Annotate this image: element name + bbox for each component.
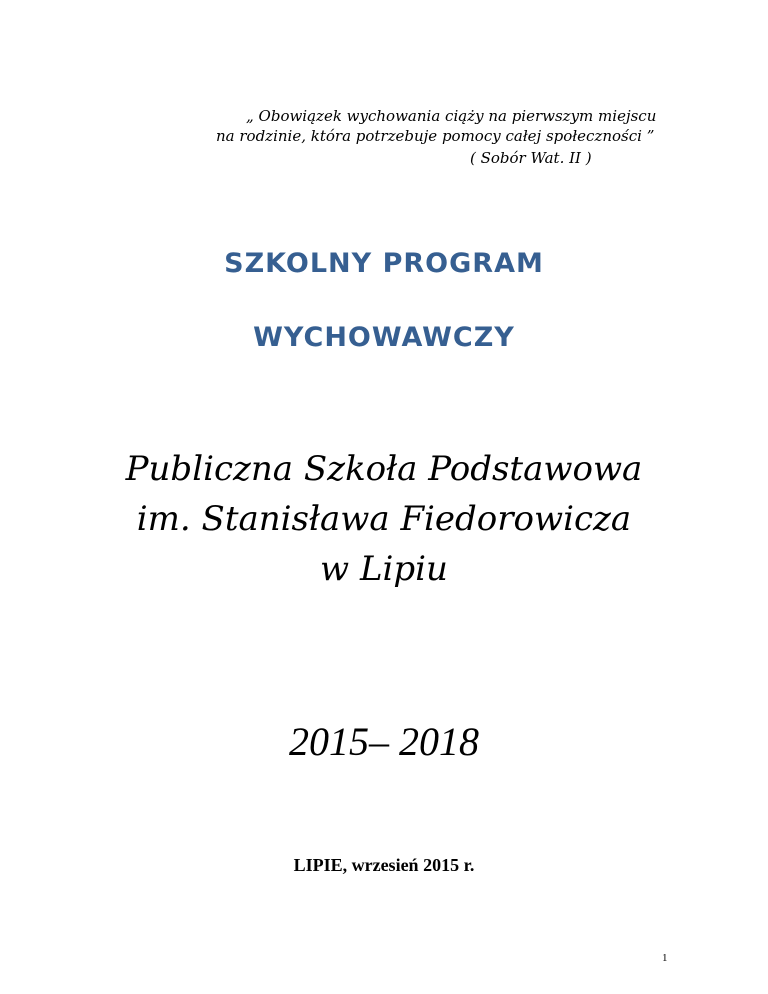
school-name-line-3: w Lipiu [320, 549, 448, 589]
epigraph-source: ( Sobór Wat. II ) [470, 149, 592, 167]
page-number: 1 [662, 952, 668, 964]
epigraph-line-2: na rodzinie, która potrzebuje pomocy całej społeczności ” [216, 127, 655, 145]
epigraph-line-1: „ Obowiązek wychowania ciąży na pierwszym miejscu [246, 107, 657, 125]
place-and-date: LIPIE, wrzesień 2015 r. [293, 855, 475, 875]
program-title-line-2: WYCHOWAWCZY [253, 322, 515, 353]
program-years: 2015– 2018 [289, 719, 479, 764]
school-name-line-1: Publiczna Szkoła Podstawowa [125, 449, 643, 489]
school-name-line-2: im. Stanisława Fiedorowicza [136, 499, 632, 539]
program-title-line-1: SZKOLNY PROGRAM [224, 248, 544, 279]
